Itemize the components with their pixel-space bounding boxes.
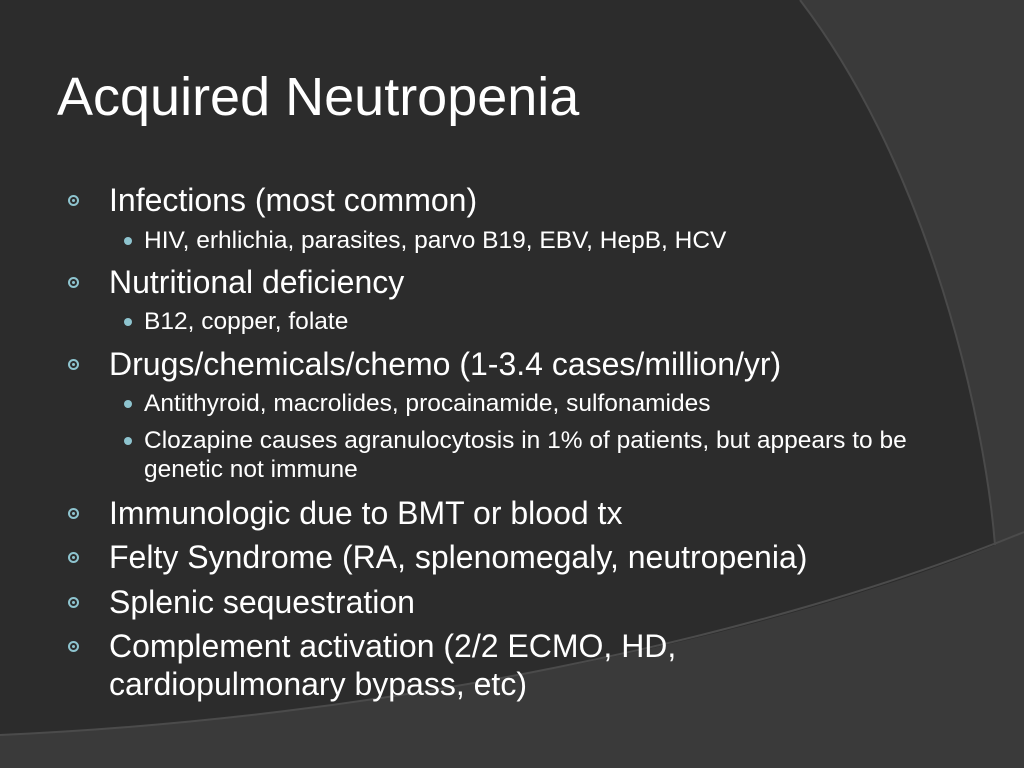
bullet-item: Infections (most common) (109, 182, 478, 218)
bullet-item: Nutritional deficiency (109, 264, 405, 300)
bullet-circle-icon (68, 597, 79, 608)
sub-bullet-item: Clozapine causes agranulocytosis in 1% of patients, but appears to be genetic not immune (144, 427, 907, 483)
bullet-circle-icon (68, 552, 79, 563)
bullet-item: Felty Syndrome (RA, splenomegaly, neutropenia) (109, 539, 808, 575)
slide-title: Acquired Neutropenia (57, 67, 580, 127)
bullet-item: Complement activation (2/2 ECMO, HD, cardiopulmonary bypass, etc) (109, 628, 677, 702)
bullet-circle-icon (68, 359, 79, 370)
bullet-item: Splenic sequestration (109, 584, 415, 620)
bullet-circle-icon (68, 195, 79, 206)
sub-bullet-dot-icon (124, 318, 132, 326)
sub-bullet-item: B12, copper, folate (144, 308, 349, 335)
bullet-circle-icon (68, 508, 79, 519)
bullet-circle-icon (68, 277, 79, 288)
sub-bullet-dot-icon (124, 400, 132, 408)
bullet-circle-icon (68, 641, 79, 652)
bullet-item: Drugs/chemicals/chemo (1-3.4 cases/million/yr) (109, 346, 782, 382)
bullet-item: Immunologic due to BMT or blood tx (109, 495, 623, 531)
sub-bullet-dot-icon (124, 437, 132, 445)
sub-bullet-item: HIV, erhlichia, parasites, parvo B19, EBV, HepB, HCV (144, 227, 727, 254)
sub-bullet-item: Antithyroid, macrolides, procainamide, sulfonamides (144, 390, 711, 417)
sub-bullet-dot-icon (124, 237, 132, 245)
